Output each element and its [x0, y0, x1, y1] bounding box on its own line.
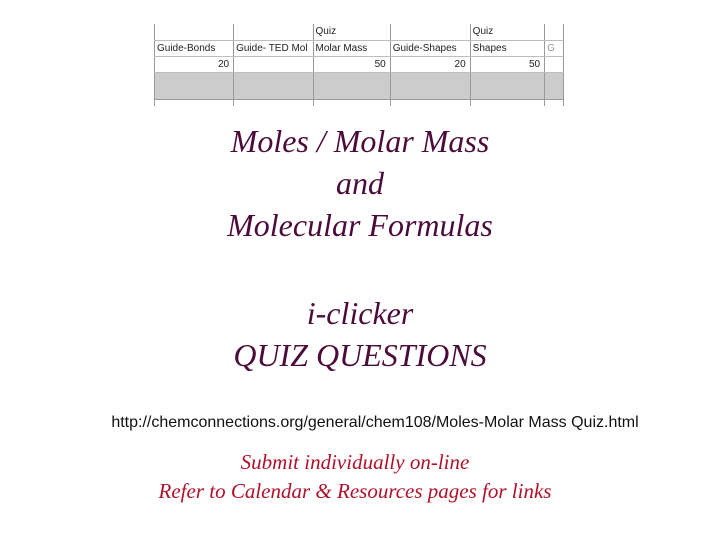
sheet-column-guide-ted-mol: Guide- TED Mol: [234, 41, 313, 57]
sheet-empty-cell: [234, 100, 313, 107]
slide-subtitle-line-2: QUIZ QUESTIONS: [233, 337, 487, 373]
sheet-points-cell: [234, 57, 313, 73]
sheet-points-cell: 50: [313, 57, 390, 73]
sheet-shaded-cell: [313, 73, 390, 100]
sheet-points-cell: [545, 57, 564, 73]
sheet-header-row: [155, 24, 564, 41]
sheet-cell: [390, 24, 470, 41]
sheet-empty-cell: [390, 100, 470, 107]
gradebook-table: [154, 24, 564, 106]
slide-title-line-1: Moles / Molar Mass: [230, 123, 490, 159]
sheet-points-cell: 20: [390, 57, 470, 73]
sheet-points-row: [155, 57, 564, 73]
sheet-shaded-cell: [545, 73, 564, 100]
sheet-column-row: [155, 41, 564, 57]
calendar-note: Refer to Calendar & Resources pages for links: [158, 479, 552, 503]
sheet-shaded-cell: [470, 73, 544, 100]
slide-title-line-2: and: [336, 165, 384, 201]
slide-title-line-3: Molecular Formulas: [227, 207, 493, 243]
sheet-empty-cell: [545, 100, 564, 107]
sheet-empty-cell: [470, 100, 544, 107]
sheet-empty-cell: [313, 100, 390, 107]
sheet-shaded-cell: [390, 73, 470, 100]
sheet-shaded-row: [155, 73, 564, 100]
quiz-url-link[interactable]: http://chemconnections.org/general/chem108/Moles-Molar Mass Quiz.html: [111, 414, 639, 431]
sheet-column-cut: G: [545, 41, 564, 57]
sheet-points-cell: 20: [155, 57, 234, 73]
submit-note: Submit individually on-line: [240, 450, 470, 474]
sheet-column-shapes: Shapes: [470, 41, 544, 57]
sheet-cell: [545, 24, 564, 41]
sheet-shaded-cell: [155, 73, 234, 100]
sheet-cell-quiz: Quiz: [470, 24, 544, 41]
sheet-points-cell: 50: [470, 57, 544, 73]
sheet-shaded-cell: [234, 73, 313, 100]
sheet-column-molar-mass: Molar Mass: [313, 41, 390, 57]
sheet-cell: [234, 24, 313, 41]
sheet-cell: [155, 24, 234, 41]
sheet-empty-row: [155, 100, 564, 107]
sheet-cell-quiz: Quiz: [313, 24, 390, 41]
sheet-column-guide-bonds: Guide-Bonds: [155, 41, 234, 57]
gradebook-spreadsheet-snippet: [154, 24, 564, 106]
sheet-column-guide-shapes: Guide-Shapes: [390, 41, 470, 57]
slide-subtitle-line-1: i-clicker: [306, 295, 414, 331]
sheet-empty-cell: [155, 100, 234, 107]
